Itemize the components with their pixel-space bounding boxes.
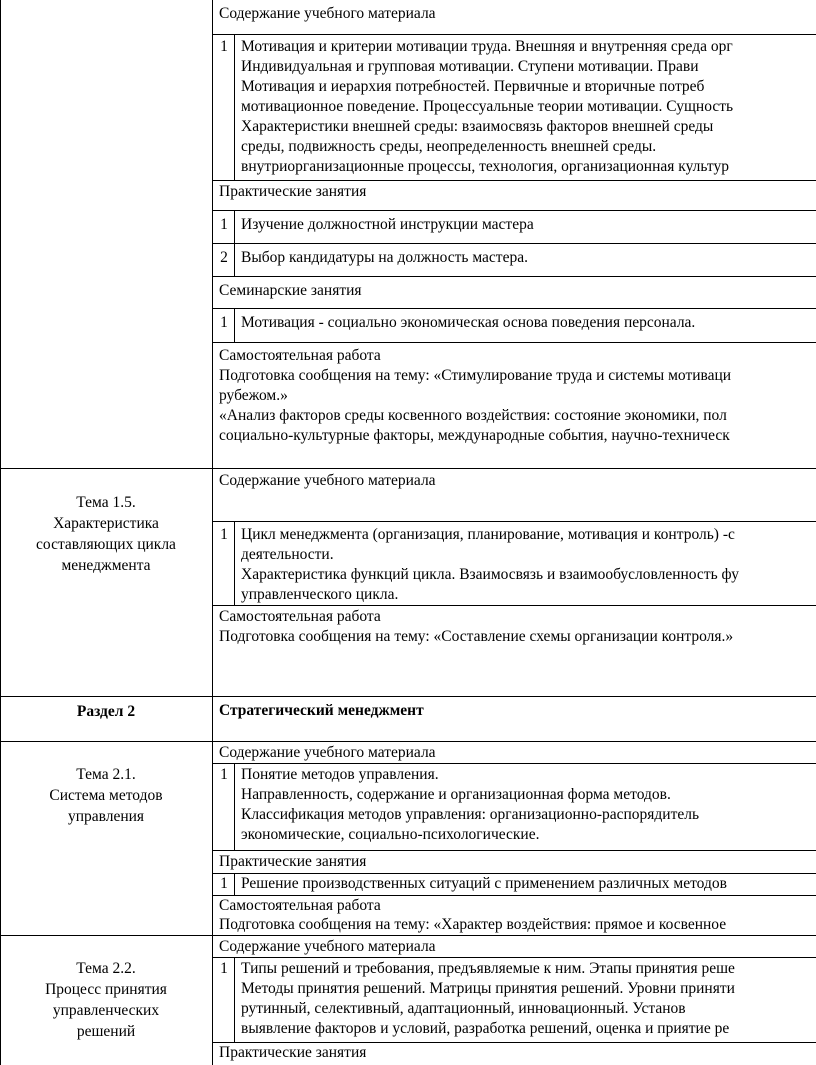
content-line: Мотивация и иерархия потребностей. Первичные и вторичные потреб xyxy=(241,78,705,95)
content-line: мотивационное поведение. Процессуальные теории мотивации. Сущность xyxy=(241,98,734,115)
practical-header: Практические занятия xyxy=(219,1044,367,1061)
section-title: Стратегический менеджмент xyxy=(219,702,424,719)
num-divider xyxy=(234,873,235,895)
self-work-line: Подготовка сообщения на тему: «Стимулирование труда и системы мотиваци xyxy=(219,367,732,384)
row-line xyxy=(212,34,816,35)
item-number: 1 xyxy=(220,960,228,977)
content-line: Мотивация и критерии мотивации труда. Внешняя и внутренняя среда орг xyxy=(241,38,733,55)
content-line: Типы решений и требования, предъявляемые к ним. Этапы принятия реше xyxy=(241,960,735,977)
item-number: 1 xyxy=(220,314,228,331)
content-line: Методы принятия решений. Матрицы принятия решений. Уровни приняти xyxy=(241,980,735,997)
practical-header: Практические занятия xyxy=(219,853,367,870)
content-line: Направленность, содержание и организационная форма методов. xyxy=(241,786,671,803)
topic-title-line: решений xyxy=(76,1023,136,1040)
row-line xyxy=(212,763,816,764)
topic-title-line: Характеристика xyxy=(53,515,159,532)
self-work-line: «Анализ факторов среды косвенного воздействия: состояние экономики, пол xyxy=(219,407,727,424)
content-line: управленческого цикла. xyxy=(241,586,399,603)
row-line xyxy=(212,605,816,606)
content-line: Индивидуальная и групповая мотивации. Ступени мотивации. Прави xyxy=(241,58,699,75)
content-header: Содержание учебного материала xyxy=(219,938,436,955)
content-line: Характеристики внешней среды: взаимосвязь факторов внешней среды xyxy=(241,118,714,135)
num-divider xyxy=(234,521,235,605)
row-line xyxy=(212,521,816,522)
self-work-line: рубежом.» xyxy=(219,387,288,404)
topic-title-line: управления xyxy=(67,808,145,825)
practical-item: Изучение должностной инструкции мастера xyxy=(241,216,534,233)
section-label: Раздел 2 xyxy=(76,703,136,720)
content-line: Цикл менеджмента (организация, планирование, мотивация и контроль) -с xyxy=(241,526,735,543)
row-line xyxy=(212,308,816,309)
self-work-header: Самостоятельная работа xyxy=(219,897,381,914)
num-divider xyxy=(234,308,235,342)
num-divider xyxy=(234,34,235,180)
row-line xyxy=(0,741,816,742)
row-line xyxy=(212,276,816,277)
item-number: 2 xyxy=(220,249,228,266)
practical-item: Выбор кандидатуры на должность мастера. xyxy=(241,249,528,266)
topic-title-line: Тема 2.1. xyxy=(76,766,136,783)
item-number: 1 xyxy=(220,875,228,892)
content-line: Характеристика функций цикла. Взаимосвязь и взаимообусловленность фу xyxy=(241,566,739,583)
item-number: 1 xyxy=(220,216,228,233)
content-line: деятельности. xyxy=(241,546,334,563)
topic-title-line: Тема 1.5. xyxy=(76,494,136,511)
topic-title-line: Система методов xyxy=(49,787,163,804)
self-work-header: Самостоятельная работа xyxy=(219,608,381,625)
topic-title-line: управленческих xyxy=(52,1002,160,1019)
num-divider xyxy=(234,957,235,1042)
item-number: 1 xyxy=(220,526,228,543)
content-line: экономические, социально-психологические. xyxy=(241,826,540,843)
self-work-header: Самостоятельная работа xyxy=(219,347,381,364)
row-line xyxy=(0,696,816,697)
content-line: Классификация методов управления: организационно-распорядитель xyxy=(241,806,700,823)
row-line xyxy=(0,935,816,936)
row-line xyxy=(212,210,816,211)
seminar-item: Мотивация - социально экономическая основа поведения персонала. xyxy=(241,314,696,331)
content-header: Содержание учебного материала xyxy=(219,472,436,489)
row-line xyxy=(212,180,816,181)
row-line xyxy=(212,243,816,244)
practical-item: Решение производственных ситуаций с применением различных методов xyxy=(241,875,727,892)
num-divider xyxy=(234,763,235,850)
content-line: выявление факторов и условий, разработка решений, оценка и приятие ре xyxy=(241,1020,730,1037)
self-work-line: Подготовка сообщения на тему: «Характер воздействия: прямое и косвенное xyxy=(219,916,727,933)
column-divider xyxy=(212,0,213,1065)
content-line: среды, подвижность среды, неопределенность внешней среды. xyxy=(241,138,657,155)
content-line: рутинный, селективный, адаптационный, инновационный. Установ xyxy=(241,1000,686,1017)
self-work-line: Подготовка сообщения на тему: «Составление схемы организации контроля.» xyxy=(219,628,734,645)
row-line xyxy=(212,342,816,343)
self-work-line: социально-культурные факторы, международные события, научно-техническ xyxy=(219,427,730,444)
content-header: Содержание учебного материала xyxy=(219,5,436,22)
practical-header: Практические занятия xyxy=(219,183,367,200)
row-line xyxy=(212,957,816,958)
topic-title-line: менеджмента xyxy=(61,557,151,574)
content-line: Понятие методов управления. xyxy=(241,766,439,783)
topic-title-line: составляющих цикла xyxy=(36,536,176,553)
seminar-header: Семинарские занятия xyxy=(219,282,362,299)
row-line xyxy=(0,468,816,469)
item-number: 1 xyxy=(220,38,228,55)
topic-title-line: Тема 2.2. xyxy=(76,960,136,977)
content-header: Содержание учебного материала xyxy=(219,744,436,761)
item-number: 1 xyxy=(220,766,228,783)
row-line xyxy=(212,850,816,851)
topic-title-line: Процесс принятия xyxy=(45,981,167,998)
content-line: внутриорганизационные процессы, технология, организационная культур xyxy=(241,158,729,175)
